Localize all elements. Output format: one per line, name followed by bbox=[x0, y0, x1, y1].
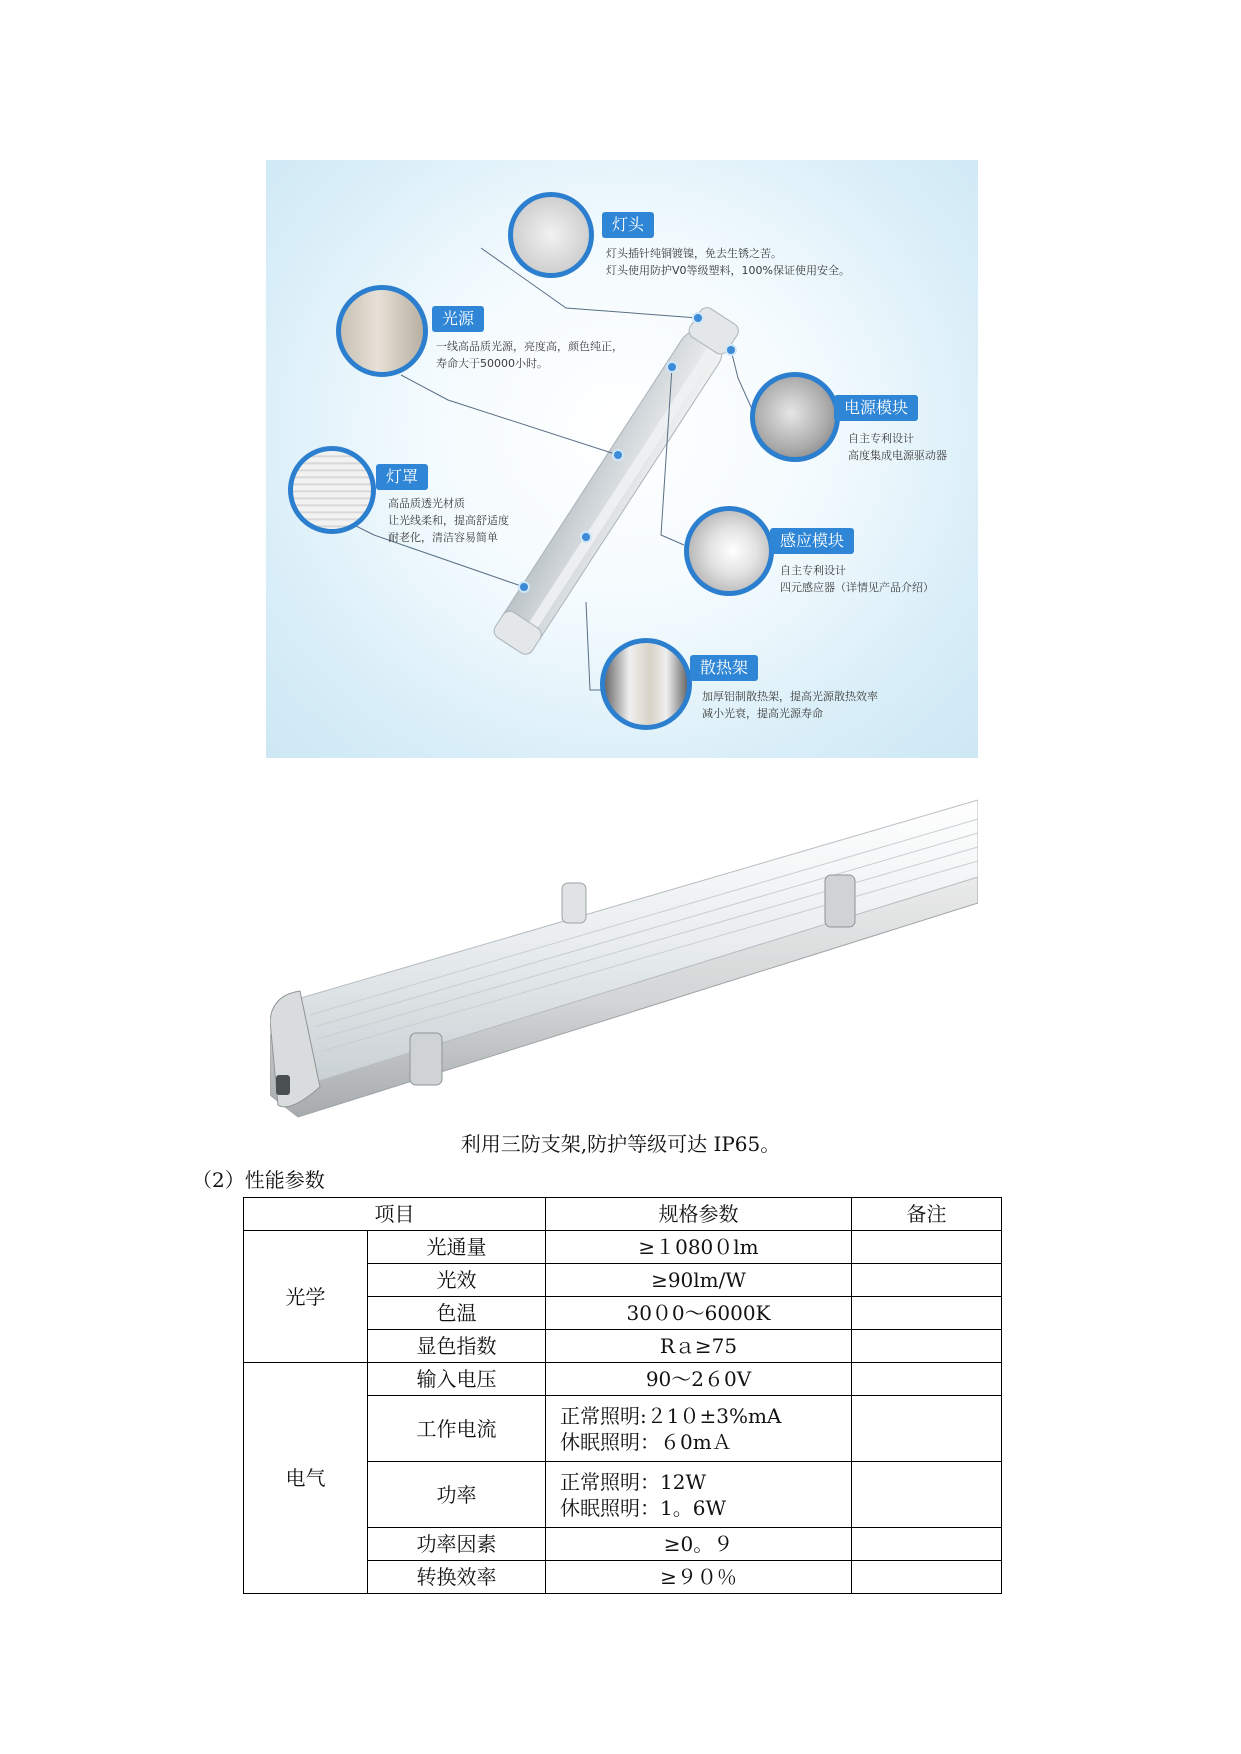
table-row bbox=[244, 1363, 1002, 1396]
row-item: 功率因素 bbox=[368, 1528, 546, 1561]
callout-text-lamp-cover bbox=[388, 495, 509, 546]
row-item: 输入电压 bbox=[368, 1363, 546, 1396]
row-note bbox=[852, 1363, 1002, 1396]
row-item: 工作电流 bbox=[368, 1396, 546, 1462]
row-spec bbox=[546, 1462, 852, 1528]
lamp-cap-photo bbox=[508, 192, 594, 278]
callout-line: 灯头使用防护V0等级塑料，100%保证使用安全。 bbox=[606, 264, 850, 277]
callout-line: 一线高品质光源，亮度高，颜色纯正， bbox=[436, 340, 623, 353]
row-note bbox=[852, 1297, 1002, 1330]
callout-line: 高度集成电源驱动器 bbox=[848, 449, 947, 462]
header-spec: 规格参数 bbox=[546, 1198, 852, 1231]
row-spec: ≥１080０lm bbox=[546, 1231, 852, 1264]
callout-line: 自主专利设计 bbox=[780, 564, 846, 577]
callout-text-heat-sink bbox=[702, 688, 878, 722]
light-source-photo bbox=[336, 285, 428, 377]
callout-line: 减小光衰，提高光源寿命 bbox=[702, 707, 823, 720]
callout-title-heat-sink: 散热架 bbox=[690, 655, 758, 681]
callout-title-sensor-module: 感应模块 bbox=[770, 528, 854, 554]
row-note bbox=[852, 1330, 1002, 1363]
row-item: 转换效率 bbox=[368, 1561, 546, 1594]
sensor-module-photo bbox=[684, 506, 774, 596]
led-tube-infographic bbox=[266, 160, 978, 758]
photo-caption: 利用三防支架,防护等级可达 IP65。 bbox=[460, 1132, 781, 1156]
callout-title-lamp-cover: 灯罩 bbox=[376, 464, 428, 490]
power-module-photo bbox=[750, 372, 840, 462]
callout-line: 耐老化，清洁容易简单 bbox=[388, 531, 498, 544]
row-note bbox=[852, 1462, 1002, 1528]
header-note: 备注 bbox=[852, 1198, 1002, 1231]
table-header-row bbox=[244, 1198, 1002, 1231]
callout-line: 加厚铝制散热架，提高光源散热效率 bbox=[702, 690, 878, 703]
callout-text-light-source bbox=[436, 338, 623, 372]
row-item: 显色指数 bbox=[368, 1330, 546, 1363]
row-note bbox=[852, 1264, 1002, 1297]
callout-text-lamp-cap bbox=[606, 245, 850, 279]
row-spec bbox=[546, 1396, 852, 1462]
row-spec: 90～2６0V bbox=[546, 1363, 852, 1396]
group-optical: 光学 bbox=[244, 1231, 368, 1363]
row-spec: 30０0～6000K bbox=[546, 1297, 852, 1330]
heat-sink-photo bbox=[600, 638, 692, 730]
callout-line: 寿命大于50000小时。 bbox=[436, 357, 548, 370]
spec-line: 正常照明：12W bbox=[560, 1469, 707, 1494]
section-heading: （2）性能参数 bbox=[192, 1168, 325, 1192]
lamp-cover-photo bbox=[288, 446, 376, 534]
row-spec: ≥90lm/W bbox=[546, 1264, 852, 1297]
callout-text-power-module bbox=[848, 430, 947, 464]
row-note bbox=[852, 1396, 1002, 1462]
row-note bbox=[852, 1528, 1002, 1561]
row-note bbox=[852, 1561, 1002, 1594]
row-item: 色温 bbox=[368, 1297, 546, 1330]
tri-proof-fixture-photo bbox=[270, 795, 978, 1119]
spec-line: 正常照明:２1０±3%mA bbox=[560, 1403, 782, 1428]
callout-line: 让光线柔和，提高舒适度 bbox=[388, 514, 509, 527]
row-spec: ≥0。９ bbox=[546, 1528, 852, 1561]
row-spec: Rａ≥75 bbox=[546, 1330, 852, 1363]
row-item: 光通量 bbox=[368, 1231, 546, 1264]
spec-line: 休眠照明：６0mＡ bbox=[560, 1429, 732, 1454]
callout-title-light-source: 光源 bbox=[432, 306, 484, 332]
callout-line: 自主专利设计 bbox=[848, 432, 914, 445]
callout-line: 灯头插针纯铜镀镍，免去生锈之苦。 bbox=[606, 247, 782, 260]
performance-spec-table bbox=[243, 1197, 1002, 1594]
callout-title-power-module: 电源模块 bbox=[834, 395, 918, 421]
callout-text-sensor-module bbox=[780, 562, 934, 596]
row-item: 功率 bbox=[368, 1462, 546, 1528]
group-electrical: 电气 bbox=[244, 1363, 368, 1594]
table-row bbox=[244, 1231, 1002, 1264]
spec-line: 休眠照明：1。6W bbox=[560, 1495, 727, 1520]
row-item: 光效 bbox=[368, 1264, 546, 1297]
callout-line: 四元感应器（详情见产品介绍） bbox=[780, 581, 934, 594]
callout-title-lamp-cap: 灯头 bbox=[602, 212, 654, 238]
row-spec: ≥９０％ bbox=[546, 1561, 852, 1594]
callout-line: 高品质透光材质 bbox=[388, 497, 465, 510]
header-item: 项目 bbox=[244, 1198, 546, 1231]
row-note bbox=[852, 1231, 1002, 1264]
